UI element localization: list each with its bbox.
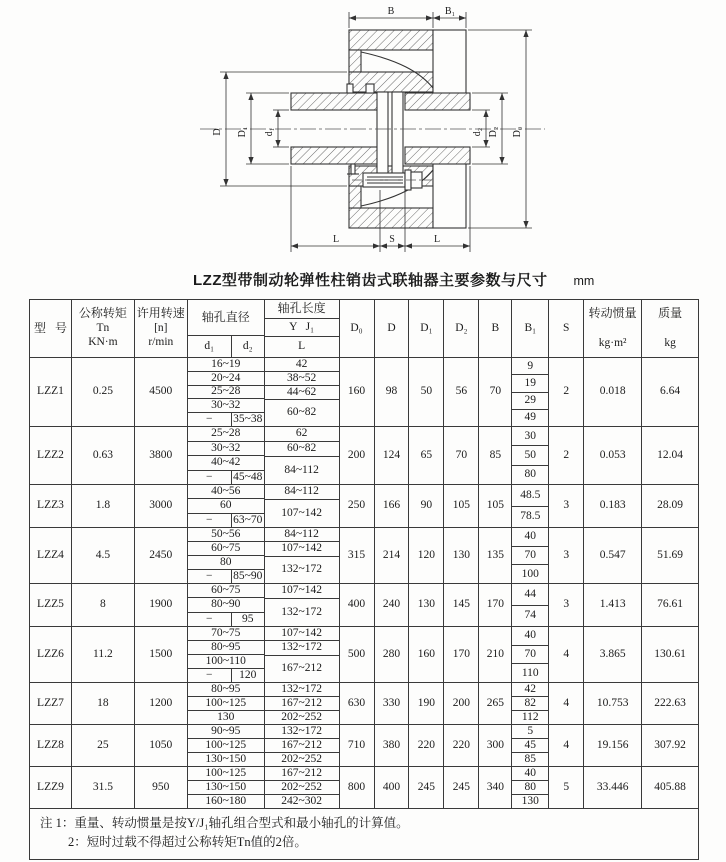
speed-cell: 3000 [135, 485, 188, 527]
table-body [30, 357, 698, 808]
bore-sub-row: 40~42 [188, 455, 264, 470]
b-cell: 265 [479, 683, 512, 724]
d0-cell: 250 [340, 485, 375, 527]
col-header-bore-length [265, 300, 340, 357]
col-header-b1: B₁ [512, 300, 549, 357]
d1-cell: 190 [409, 683, 444, 724]
s-cell: 4 [549, 627, 584, 682]
dim-label-l-right: L [433, 234, 441, 245]
bore-length-cell [265, 358, 340, 426]
model-cell: LZZ3 [30, 485, 72, 527]
bore-d2-value: 95 [241, 612, 254, 625]
col-header-d0: D₀ [340, 300, 375, 357]
mass-cell: 76.61 [657, 598, 683, 611]
b-cell: 170 [479, 584, 512, 626]
parameters-table [29, 299, 699, 860]
s-cell: 3 [549, 584, 584, 626]
table-row [30, 724, 698, 766]
header-label: Y J₁ [265, 318, 339, 336]
speed-cell: 1900 [135, 584, 188, 626]
title-bar [193, 269, 726, 293]
bore-diameter-cell [188, 427, 265, 484]
bore-sub-row: 130~150 [188, 780, 264, 794]
b1-sub-row: 40 [524, 766, 537, 779]
length-sub-row: 107~142 [265, 541, 339, 555]
b1-sub-row: 74 [512, 605, 548, 627]
length-sub-row: 167~212 [281, 766, 322, 779]
bore-sub-row: 20~24 [188, 371, 264, 385]
inertia-cell: 19.156 [584, 725, 642, 766]
bore-sub-row [188, 412, 264, 426]
d0-cell: 315 [340, 528, 375, 583]
table-row [30, 484, 698, 527]
torque-cell: 25 [72, 725, 135, 766]
header-label-d2: d₂ [242, 339, 253, 352]
bore-sub-row: 100~125 [188, 738, 264, 752]
b1-sub-row: 49 [512, 409, 548, 426]
speed-cell: 1500 [135, 627, 188, 682]
header-label: 转动惯量 [588, 306, 637, 320]
dim-label-d: D [212, 128, 223, 136]
table-row [30, 527, 698, 583]
mass-cell: 6.64 [660, 385, 681, 398]
inertia-cell: 3.865 [584, 627, 642, 682]
b-cell: 210 [479, 627, 512, 682]
bore-sub-row [188, 612, 264, 626]
d0-cell: 200 [340, 427, 375, 484]
page-title: LZZ型带制动轮弹性柱销齿式联轴器主要参数与尺寸 [193, 272, 548, 289]
bore-d1-value: − [188, 514, 232, 527]
bore-diameter-cell [188, 485, 265, 527]
length-sub-row: 132~172 [265, 640, 339, 654]
b1-sub-row: 19 [512, 374, 548, 391]
torque-cell: 18 [72, 683, 135, 724]
dim-label-d1-cap: D₁ [237, 126, 248, 138]
b1-sub-row: 130 [512, 794, 548, 808]
d0-cell: 500 [340, 627, 375, 682]
bore-split-row [188, 669, 264, 682]
mass-cell: 130.61 [654, 647, 686, 660]
col-header-mass [642, 300, 698, 357]
bore-d1-value: − [188, 570, 232, 583]
d0-cell: 800 [340, 767, 375, 808]
bore-sub-row: 90~95 [211, 724, 241, 737]
bore-sub-row [188, 668, 264, 682]
b1-sub-row: 100 [512, 564, 548, 583]
header-label: 许用转速 [136, 306, 185, 321]
b-cell: 300 [479, 725, 512, 766]
s-cell: 4 [549, 725, 584, 766]
d2-cell: 105 [444, 485, 479, 527]
torque-cell: 0.63 [72, 427, 135, 484]
d1-cell: 245 [409, 767, 444, 808]
b1-sub-row: 42 [524, 682, 537, 695]
bore-length-cell [265, 767, 340, 808]
bore-sub-row: 80~95 [211, 682, 241, 695]
bore-length-cell [265, 584, 340, 626]
col-header-b: B [479, 300, 512, 357]
d1-cell: 65 [409, 427, 444, 484]
d2-cell: 220 [444, 725, 479, 766]
d2-cell: 200 [444, 683, 479, 724]
d-cell: 214 [375, 528, 410, 583]
speed-cell: 1050 [135, 725, 188, 766]
d-cell: 280 [375, 627, 410, 682]
bore-sub-row: 100~125 [188, 696, 264, 710]
mass-cell: 307.92 [654, 738, 686, 751]
inertia-cell: 0.018 [584, 358, 642, 426]
d2-cell: 145 [444, 584, 479, 626]
s-cell: 5 [549, 767, 584, 808]
length-sub-row: 167~212 [265, 696, 339, 710]
d0-cell: 710 [340, 725, 375, 766]
length-sub-row: 42 [295, 357, 308, 370]
length-sub-row: 202~252 [265, 710, 339, 724]
d-cell: 380 [375, 725, 410, 766]
inertia-cell: 0.183 [584, 485, 642, 527]
bore-sub-row: 25~28 [211, 427, 241, 440]
header-label: KN·m [88, 336, 118, 349]
b-cell: 105 [479, 485, 512, 527]
table-row [30, 357, 698, 426]
dim-label-b: B [387, 6, 395, 17]
header-label: 公称转矩 [78, 306, 127, 321]
bore-sub-row: 80~95 [188, 640, 264, 654]
d-cell: 240 [375, 584, 410, 626]
b1-sub-row: 112 [512, 710, 548, 724]
col-header-inertia [584, 300, 642, 357]
b1-sub-row: 80 [512, 780, 548, 794]
mass-cell: 12.04 [657, 448, 683, 461]
d2-cell: 70 [444, 427, 479, 484]
coupling-drawing [0, 0, 726, 262]
speed-cell: 3800 [135, 427, 188, 484]
table-header [30, 300, 698, 357]
b1-sub-row: 5 [527, 724, 534, 737]
dim-label-l-left: L [332, 234, 340, 245]
bore-d2-value: 45~48 [233, 470, 263, 483]
mass-cell: 51.69 [657, 548, 683, 561]
b1-sub-row: 82 [512, 696, 548, 710]
d-cell: 400 [375, 767, 410, 808]
length-sub-row: 132~172 [265, 598, 339, 626]
speed-cell: 4500 [135, 358, 188, 426]
bore-diameter-cell [188, 627, 265, 682]
b1-sub-row: 70 [512, 546, 548, 565]
header-label: kg·m² [598, 336, 627, 349]
d1-cell: 220 [409, 725, 444, 766]
b1-cell [512, 683, 549, 724]
d1-cell: 130 [409, 584, 444, 626]
b1-sub-row: 70 [512, 645, 548, 664]
header-label: 轴孔直径 [201, 309, 250, 324]
b1-sub-row: 85 [512, 752, 548, 766]
bore-sub-row: 60 [188, 498, 264, 512]
bore-sub-row: 80 [188, 555, 264, 569]
bore-d2-value: 85~90 [233, 569, 263, 582]
inertia-cell: 10.753 [584, 683, 642, 724]
bore-sub-row: 130 [188, 710, 264, 724]
inertia-cell: 33.446 [584, 767, 642, 808]
bore-diameter-cell [188, 767, 265, 808]
bore-sub-row: 40~56 [211, 485, 241, 498]
length-sub-row: 167~212 [265, 738, 339, 752]
s-cell: 2 [549, 358, 584, 426]
b1-sub-row: 40 [524, 530, 537, 543]
mass-cell: 28.09 [657, 499, 683, 512]
bore-length-cell [265, 485, 340, 527]
table-row [30, 583, 698, 626]
model-cell: LZZ4 [30, 528, 72, 583]
length-sub-row: 62 [295, 427, 308, 440]
length-sub-row: 60~82 [265, 441, 339, 456]
b-cell: 70 [479, 358, 512, 426]
header-label-d1: d₁ [188, 336, 232, 357]
dim-label-d1-low: d₁ [264, 127, 275, 137]
d1-cell: 120 [409, 528, 444, 583]
torque-cell: 31.5 [72, 767, 135, 808]
bore-d1-value: − [188, 413, 232, 426]
length-sub-row: 60~82 [265, 399, 339, 426]
length-sub-row: 107~142 [281, 627, 322, 640]
b1-cell [512, 627, 549, 682]
length-sub-row: 107~142 [281, 584, 322, 597]
unit-label: mm [573, 274, 595, 288]
torque-cell: 11.2 [72, 627, 135, 682]
d1-cell: 50 [409, 358, 444, 426]
bore-split-row [188, 514, 264, 527]
bore-diameter-cell [188, 725, 265, 766]
header-label: [n] [154, 322, 168, 335]
bore-sub-row: 16~19 [211, 357, 241, 370]
d2-cell: 56 [444, 358, 479, 426]
model-cell: LZZ2 [30, 427, 72, 484]
s-cell: 2 [549, 427, 584, 484]
header-label: 质量 [658, 306, 683, 320]
bore-subheader [188, 335, 264, 357]
dim-label-d2-low: d₂ [472, 127, 483, 137]
b1-sub-row: 45 [512, 738, 548, 752]
col-header-bore-diameter [188, 300, 265, 357]
bore-sub-row [188, 470, 264, 485]
bore-sub-row: 130~150 [188, 752, 264, 766]
bore-sub-row: 25~28 [188, 385, 264, 399]
col-header-d2: D₂ [444, 300, 479, 357]
b1-cell [512, 725, 549, 766]
bore-d1-value: − [188, 613, 232, 626]
length-sub-row: 84~112 [284, 528, 319, 541]
length-sub-row: 132~172 [281, 682, 322, 695]
b-cell: 135 [479, 528, 512, 583]
inertia-cell: 1.413 [584, 584, 642, 626]
mass-cell: 405.88 [654, 780, 686, 793]
bore-sub-row [188, 569, 264, 583]
model-cell: LZZ1 [30, 358, 72, 426]
dim-label-b1: B₁ [444, 6, 456, 17]
d0-cell: 400 [340, 584, 375, 626]
s-cell: 3 [549, 485, 584, 527]
d-cell: 98 [375, 358, 410, 426]
b1-cell [512, 427, 549, 484]
bore-length-cell [265, 427, 340, 484]
length-sub-row: 44~62 [265, 385, 339, 399]
bore-d1-value: − [188, 669, 232, 682]
bore-length-cell [265, 725, 340, 766]
col-header-model: 型 号 [30, 300, 72, 357]
bore-length-cell [265, 528, 340, 583]
torque-cell: 1.8 [72, 485, 135, 527]
s-cell: 4 [549, 683, 584, 724]
length-sub-row: 242~302 [265, 794, 339, 808]
b1-cell [512, 528, 549, 583]
torque-cell: 8 [72, 584, 135, 626]
table-row [30, 426, 698, 484]
bore-d2-value: 63~70 [233, 513, 263, 526]
length-sub-row: 202~252 [265, 752, 339, 766]
dim-label-d0: D₀ [512, 126, 523, 138]
bore-diameter-cell [188, 683, 265, 724]
bore-length-cell [265, 683, 340, 724]
bore-d1-value: − [188, 471, 232, 484]
d-cell: 330 [375, 683, 410, 724]
length-sub-row: 132~172 [281, 724, 322, 737]
table-notes [30, 808, 698, 859]
d2-cell: 170 [444, 627, 479, 682]
note-line-2: 2：短时过载不得超过公称转矩Tn值的2倍。 [68, 835, 307, 850]
b1-cell [512, 767, 549, 808]
table-row [30, 766, 698, 808]
mass-cell: 222.63 [654, 696, 686, 709]
bore-sub-row: 60~75 [188, 541, 264, 555]
speed-cell: 2450 [135, 528, 188, 583]
bore-sub-row: 60~75 [211, 584, 241, 597]
length-sub-row: 84~112 [284, 485, 319, 498]
d1-cell: 90 [409, 485, 444, 527]
table-row [30, 682, 698, 724]
bore-sub-row [188, 513, 264, 527]
b1-sub-row: 9 [527, 359, 534, 372]
d2-cell: 245 [444, 767, 479, 808]
bore-diameter-cell [188, 528, 265, 583]
bore-split-row [188, 413, 264, 426]
bore-sub-row: 50~56 [211, 527, 241, 540]
dim-label-d2-cap: D₂ [488, 126, 499, 138]
speed-cell: 1200 [135, 683, 188, 724]
note-line-1: 注 1：重量、转动惯量是按Y/J₁轴孔组合型式和最小轴孔的计算值。 [40, 816, 409, 830]
col-header-s: S [549, 300, 584, 357]
length-sub-row: 84~112 [265, 456, 339, 485]
bore-sub-row: 100~125 [205, 766, 247, 779]
model-cell: LZZ7 [30, 683, 72, 724]
b-cell: 340 [479, 767, 512, 808]
d0-cell: 160 [340, 358, 375, 426]
d-cell: 166 [375, 485, 410, 527]
bore-diameter-cell [188, 584, 265, 626]
bore-d2-value: 120 [239, 668, 257, 681]
model-cell: LZZ6 [30, 627, 72, 682]
length-sub-row: 167~212 [265, 655, 339, 683]
bore-split-row [188, 613, 264, 626]
col-header-torque [72, 300, 135, 357]
header-label: 轴孔长度 [277, 301, 326, 316]
header-label: r/min [148, 336, 174, 349]
bore-sub-row: 160~180 [188, 794, 264, 808]
b1-cell [512, 485, 549, 527]
bore-length-cell [265, 627, 340, 682]
d-cell: 124 [375, 427, 410, 484]
bore-diameter-cell [188, 358, 265, 426]
speed-cell: 950 [135, 767, 188, 808]
b1-sub-row: 110 [512, 663, 548, 682]
col-header-d: D [375, 300, 410, 357]
b1-sub-row: 44 [524, 587, 537, 600]
length-sub-row: 202~252 [265, 780, 339, 794]
d0-cell: 630 [340, 683, 375, 724]
d1-cell: 160 [409, 627, 444, 682]
b1-sub-row: 29 [512, 392, 548, 409]
b1-sub-row: 40 [524, 629, 537, 642]
bore-sub-row: 70~75 [211, 626, 241, 639]
b1-cell [512, 358, 549, 426]
b1-sub-row: 78.5 [512, 506, 548, 528]
header-label: L [265, 336, 339, 357]
bore-sub-row: 80~90 [188, 597, 264, 611]
bore-split-row [188, 471, 264, 484]
s-cell: 3 [549, 528, 584, 583]
col-header-speed [135, 300, 188, 357]
table-row [30, 626, 698, 682]
torque-cell: 4.5 [72, 528, 135, 583]
b1-sub-row: 80 [512, 465, 548, 484]
bore-sub-row: 30~32 [188, 398, 264, 412]
bore-d2-value: 35~38 [233, 412, 263, 425]
b1-sub-row: 30 [524, 429, 537, 442]
inertia-cell: 0.547 [584, 528, 642, 583]
bore-sub-row: 30~32 [188, 441, 264, 456]
bore-split-row [188, 570, 264, 583]
length-sub-row: 132~172 [265, 556, 339, 584]
b1-cell [512, 584, 549, 626]
col-header-d1: D₁ [409, 300, 444, 357]
inertia-cell: 0.053 [584, 427, 642, 484]
length-sub-row: 38~52 [265, 371, 339, 385]
b1-sub-row: 50 [512, 445, 548, 464]
header-label: Tn [96, 322, 110, 335]
header-label: kg [664, 336, 676, 349]
length-sub-row: 107~142 [265, 499, 339, 527]
b-cell: 85 [479, 427, 512, 484]
d2-cell: 130 [444, 528, 479, 583]
model-cell: LZZ5 [30, 584, 72, 626]
dim-label-s: S [389, 234, 395, 245]
bore-sub-row: 100~110 [188, 654, 264, 668]
model-cell: LZZ8 [30, 725, 72, 766]
model-cell: LZZ9 [30, 767, 72, 808]
torque-cell: 0.25 [72, 358, 135, 426]
b1-sub-row: 48.5 [520, 488, 541, 501]
